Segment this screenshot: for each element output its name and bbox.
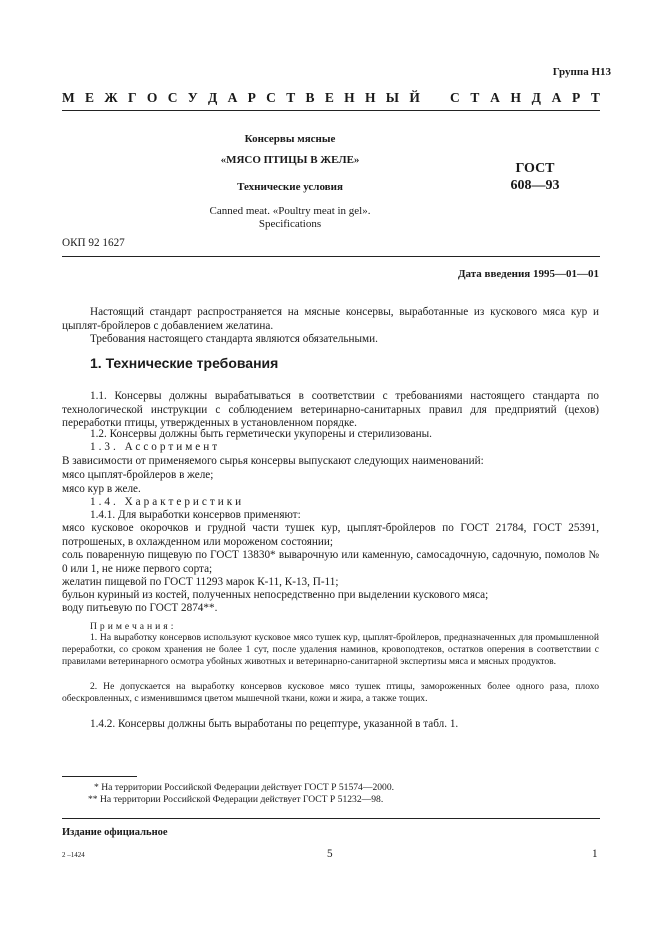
title-line-1: Консервы мясные [244,133,336,145]
intro-paragraph-1: Настоящий стандарт распространяется на мясные консервы, выработанные из кускового мяса кур и цыплят-бройлеров с добавлением желатина. [62,306,599,332]
standard-banner [62,90,600,106]
edition-label: Издание официальное [62,827,168,838]
clause-1-2: 1.2. Консервы должны быть герметически укупорены и стерилизованы. [90,428,432,440]
assortment-item-1: мясо цыплят-бройлеров в желе; [62,469,214,481]
gost-label: ГОСТ [515,161,555,176]
banner-word-standard: С Т А Н Д А Р Т [450,90,600,105]
ingredient-water: воду питьевую по ГОСТ 2874**. [62,602,218,614]
okp-code: ОКП 92 1627 [62,237,125,249]
intro-date: Дата введения 1995—01—01 [457,268,599,280]
footnote-rule [62,776,137,777]
ingredient-meat: мясо кусковое окорочков и грудной части тушек кур, цыплят-бройлеров по ГОСТ 21784, ГОСТ 25391, потрошеных, в охлажденном или мороженом состоянии; [62,522,599,548]
banner-rule [62,110,600,111]
english-title-2: Specifications [258,218,322,230]
clause-1-4-2: 1.4.2. Консервы должны быть выработаны по рецептуре, указанной в табл. 1. [90,718,459,730]
clause-1-1: 1.1. Консервы должны вырабатываться в соответствии с требованиями настоящего стандарта по технологической инструкции с соблюдением ветеринарно-санитарных правил для предприятий (цехов) переработки птицы, утвержденных в установленном порядке. [62,390,599,430]
ingredient-broth: бульон куриный из костей, полученных непосредственно при выделении кускового мяса; [62,589,489,601]
title-line-2: «МЯСО ПТИЦЫ В ЖЕЛЕ» [220,154,360,166]
clause-1-3-title: 1.3. Ассортимент [90,441,221,453]
title-line-3: Технические условия [237,181,343,193]
group-label: Группа Н13 [552,66,611,78]
clause-1-4-title: 1.4. Характеристики [90,496,245,508]
notes-title: Примечания: [90,621,177,632]
page-number-center: 5 [327,848,333,860]
okp-rule [62,256,600,257]
ingredient-salt: соль поваренную пищевую по ГОСТ 13830* выварочную или каменную, самосадочную, садочную, помолов № 0 или 1, не ниже первого сорта; [62,549,599,575]
english-title-1: Canned meat. «Poultry meat in gel». [209,205,371,217]
intro-paragraph-2: Требования настоящего стандарта являются обязательными. [90,333,378,345]
print-code: 2 –1424 [62,851,85,859]
note-1: 1. На выработку консервов используют кусковое мясо тушек кур, цыплят-бройлеров, предназначенных для промышленной переработки, со сроком хранения не более 1 сут, после удаления наминов, кровоподтеков, остатков оперения в соответствии с правилами ветеринарного осмотра убойных животных и ветеринарно-санитарной экспертизы мяса и мясных продуктов. [62,632,599,667]
footnote-1: * На территории Российской Федерации действует ГОСТ Р 51574—2000. [94,782,395,793]
assortment-item-2: мясо кур в желе. [62,483,141,495]
banner-word-interstate: М Е Ж Г О С У Д А Р С Т В Е Н Н Ы Й [62,90,420,105]
clause-1-3-text: В зависимости от применяемого сырья консервы выпускают следующих наименований: [62,455,484,467]
clause-1-4-1: 1.4.1. Для выработки консервов применяют: [90,509,301,521]
section-1-heading: 1. Технические требования [90,355,279,371]
footer-rule [62,818,600,819]
footnote-2: ** На территории Российской Федерации действует ГОСТ Р 51232—98. [88,794,384,805]
page-number-right: 1 [592,848,598,860]
note-2: 2. Не допускается на выработку консервов кусковое мясо тушек птицы, замороженных более одного раза, плохо обескровленных, с изменившимся цветом мышечной ткани, кожи и жира, а также тощих. [62,681,599,704]
ingredient-gelatin: желатин пищевой по ГОСТ 11293 марок К-11, К-13, П-11; [62,576,339,588]
gost-number: 608—93 [510,178,560,193]
